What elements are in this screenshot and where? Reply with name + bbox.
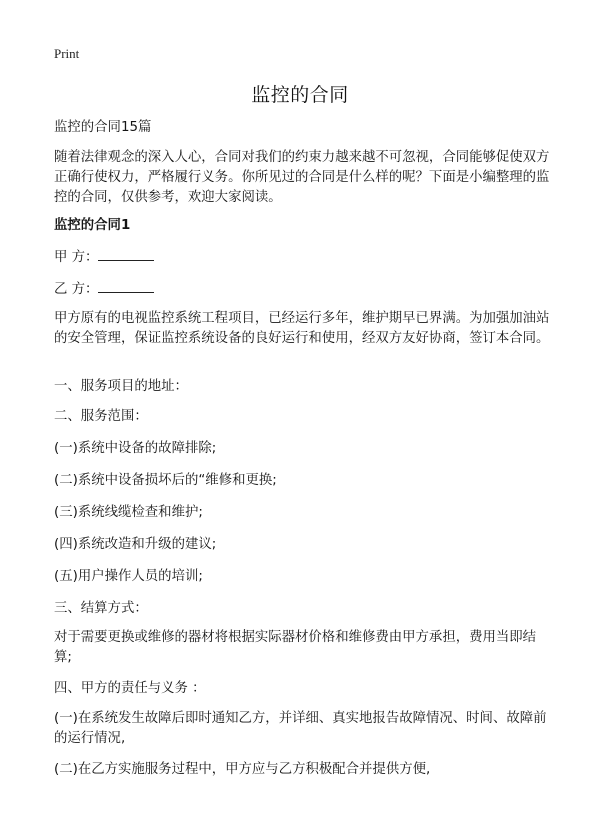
settlement-paragraph: 对于需要更换或维修的器材将根据实际器材价格和维修费由甲方承担，费用当即结算; — [54, 630, 537, 665]
item-service-address: 一、服务项目的地址： — [54, 379, 188, 394]
scope-item: (一)系统中设备的故障排除; — [54, 441, 217, 456]
scope-item: (四)系统改造和升级的建议; — [54, 537, 217, 552]
item-party-a-duties: 四、甲方的责任与义务 ： — [54, 681, 206, 696]
item-settlement: 三、结算方式： — [54, 601, 148, 616]
scope-item: (二)系统中设备损坏后的“维修和更换; — [54, 473, 277, 488]
party-a-label: 甲 方： — [54, 250, 99, 265]
document-subtitle: 监控的合同15篇 — [54, 120, 152, 135]
party-b-label: 乙 方： — [54, 282, 99, 297]
intro-paragraph: 随着法律观念的深入人心，合同对我们的约束力越来越不可忽视，合同能够促使双方正确行使权力，严格履行义务。你所见过的合同是什么样的呢？下面是小编整理的监控的合同，仅供参考，欢迎大家阅读。 — [54, 150, 550, 205]
document-title: 监控的合同 — [251, 84, 349, 106]
duty-item: (二)在乙方实施服务过程中，甲方应与乙方积极配合并提供方便, — [54, 762, 431, 777]
party-a-row — [54, 248, 548, 268]
section-heading: 监控的合同1 — [54, 218, 131, 233]
party-a-blank — [98, 248, 154, 261]
party-b-row — [54, 280, 548, 300]
print-link[interactable]: Print — [54, 46, 80, 61]
scope-item: (五)用户操作人员的培训; — [54, 569, 203, 584]
party-b-blank — [98, 280, 154, 293]
scope-item: (三)系统线缆检查和维护; — [54, 505, 203, 520]
preamble-paragraph: 甲方原有的电视监控系统工程项目，已经运行多年，维护期早已界满。为加强加油站的安全管理，保证监控系统设备的良好运行和使用，经双方友好协商，签订本合同。 — [54, 311, 550, 346]
item-service-scope: 二、服务范围： — [54, 409, 148, 424]
duty-item: (一)在系统发生故障后即时通知乙方，并详细、真实地报告故障情况、时间、故障前的运行情况, — [54, 711, 547, 746]
